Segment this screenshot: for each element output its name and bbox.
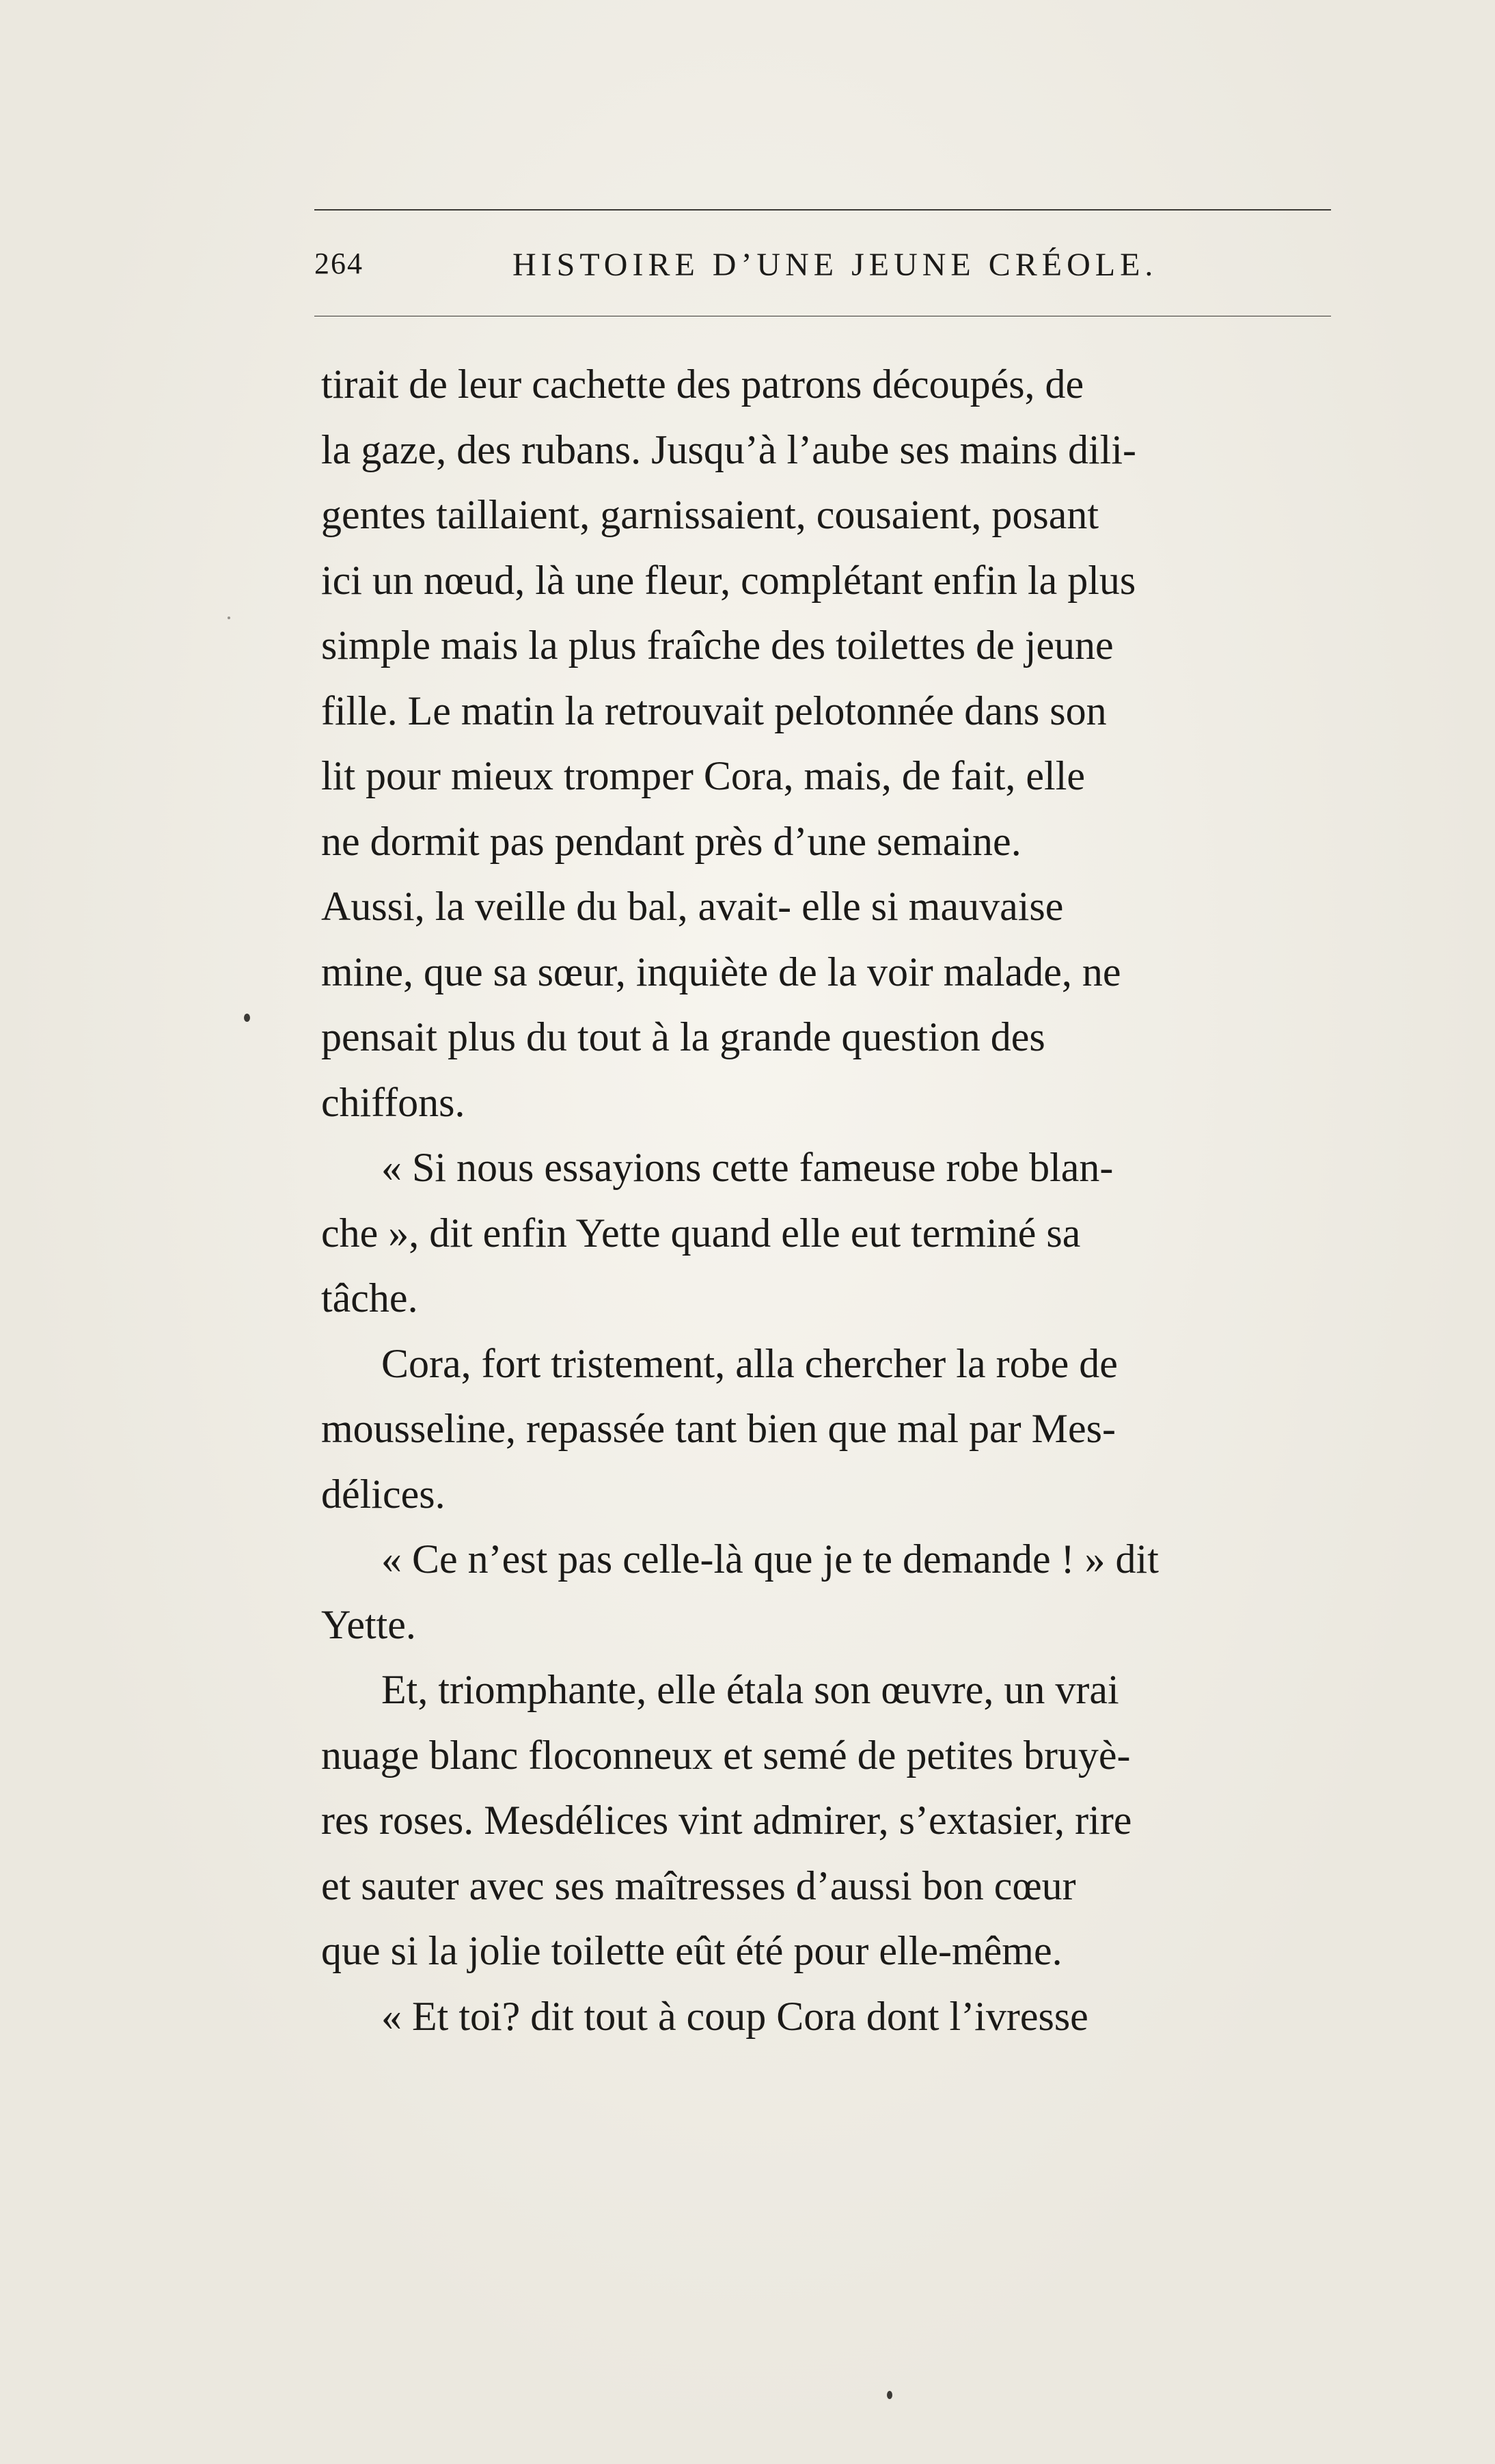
text-line: simple mais la plus fraîche des toilettes de jeune: [321, 623, 1114, 668]
text-line: fille. Le matin la retrouvait pelotonnée dans son: [321, 688, 1107, 733]
text-line: que si la jolie toilette eût été pour elle-même.: [321, 1928, 1062, 1973]
text-line: « Si nous essayions cette fameuse robe blan-: [381, 1145, 1114, 1190]
text-line: res roses. Mesdélices vint admirer, s’extasier, rire: [321, 1798, 1132, 1843]
text-line: ne dormit pas pendant près d’une semaine.: [321, 818, 1021, 864]
text-line: « Ce n’est pas celle-là que je te demande ! » dit: [381, 1536, 1159, 1582]
text-line: che », dit enfin Yette quand elle eut terminé sa: [321, 1210, 1081, 1256]
text-line: Et, triomphante, elle étala son œuvre, un vrai: [381, 1667, 1119, 1712]
text-line: la gaze, des rubans. Jusqu’à l’aube ses mains dili-: [321, 427, 1136, 472]
ink-speck: [887, 2391, 892, 2399]
text-line: gentes taillaient, garnissaient, cousaient, posant: [321, 492, 1099, 537]
text-line: et sauter avec ses maîtresses d’aussi bon cœur: [321, 1863, 1076, 1908]
ink-speck: [228, 617, 230, 619]
header-rule-top: [314, 209, 1331, 211]
text-line: tâche.: [321, 1275, 418, 1321]
body-text: [321, 352, 1346, 2049]
text-line: « Et toi? dit tout à coup Cora dont l’ivresse: [381, 1993, 1088, 2039]
text-line: délices.: [321, 1471, 445, 1517]
text-line: Aussi, la veille du bal, avait- elle si mauvaise: [321, 884, 1064, 929]
text-line: ici un nœud, là une fleur, complétant enfin la plus: [321, 557, 1136, 603]
page-number: 264: [314, 247, 364, 280]
running-title: HISTOIRE D’UNE JEUNE CRÉOLE.: [512, 247, 1158, 283]
running-header: [314, 246, 1331, 294]
ink-speck: [244, 1014, 250, 1022]
text-line: pensait plus du tout à la grande question des: [321, 1014, 1045, 1059]
text-line: tirait de leur cachette des patrons découpés, de: [321, 362, 1084, 407]
text-line: mousseline, repassée tant bien que mal par Mes-: [321, 1406, 1116, 1451]
text-line: lit pour mieux tromper Cora, mais, de fait, elle: [321, 753, 1086, 798]
text-line: chiffons.: [321, 1079, 465, 1125]
text-line: Yette.: [321, 1601, 416, 1647]
text-line: Cora, fort tristement, alla chercher la robe de: [381, 1340, 1118, 1386]
text-line: nuage blanc floconneux et semé de petites bruyè-: [321, 1732, 1131, 1778]
text-line: mine, que sa sœur, inquiète de la voir malade, ne: [321, 949, 1121, 994]
